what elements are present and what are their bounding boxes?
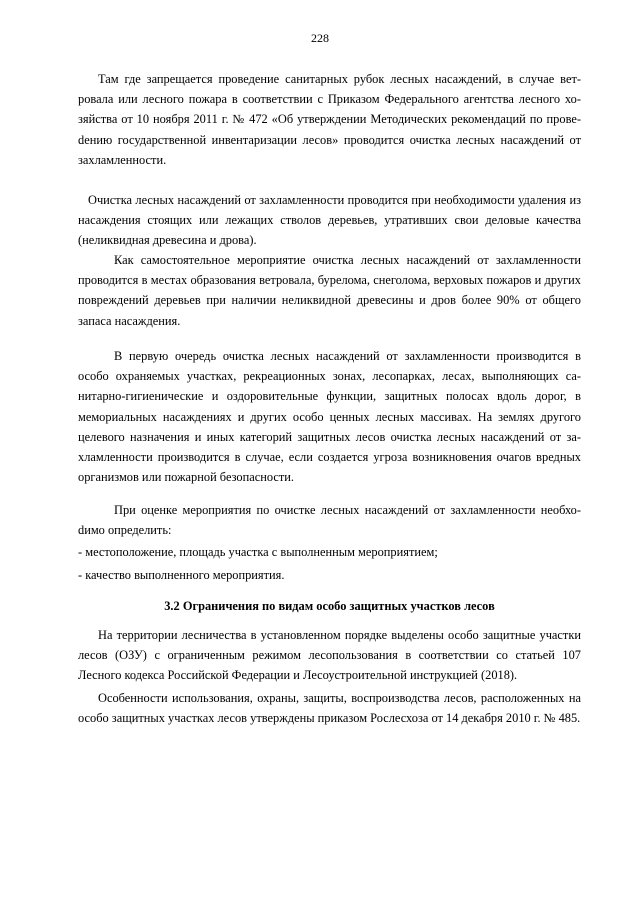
section-heading: 3.2 Ограничения по видам особо защитных участков лесов [164,599,495,613]
paragraph-3: Как самостоятельное мероприятие очистка лесных насаждений от захламленности проводится в местах образования ветровала, бурелома, снеголома, верховых пожаров и других повреждений деревьев при наличии неликвидной древесины и дров более 90% от общего запаса насаждения. [78,253,581,328]
paragraph-1: Там где запрещается проведение санитарных рубок лесных насаждений, в случае ветровала или лесного пожара в соответствии с Приказом Федерального агентства лесного хозяйства от 10 ноября 2011 г. № 472 «Об утверждении Методических рекомендаций по провеdению государственной инвентаризации лесов» проводится очистка лесных насаждений от захламленности. [78,72,581,167]
list-item-2: - качество выполненного мероприятия. [78,568,285,582]
section-paragraph-2: Особенности использования, охраны, защиты, воспроизводства лесов, расположенных на особо защитных участках лесов утверждены приказом Рослесхоза от 14 декабря 2010 г. № 485. [78,691,581,726]
paragraph-4: В первую очередь очистка лесных насаждений от захламленности производится в особо охраняемых участках, рекреационных зонах, лесопарках, лесах, выполняющих санитарно-гигиенические и оздоровительные функции, защитных полосах вдоль дорог, в мемориальных насаждениях и других особо ценных лесных массивах. На землях другого целевого назначения и иных категорий защитных лесов очистка лесных насаждений от захламленности производится в случае, если создается угроза возникновения очагов вредных организмов или пожарной безопасности. [78,349,581,485]
page-number: 228 [311,31,329,45]
paragraph-5: При оценке мероприятия по очистке лесных насаждений от захламленности необхоdимо определить: [78,503,581,538]
paragraph-2: Очистка лесных насаждений от захламленности проводится при необходимости удаления из насаждения стоящих или лежащих стволов деревьев, утративших свои деловые качества (неликвидная древесина и дрова). [78,193,581,248]
section-paragraph-1: На территории лесничества в установленном порядке выделены особо защитные участки лесов (ОЗУ) с ограниченным режимом лесопользования в соответствии со статьей 107 Лесного кодекса Российской Федерации и Лесоустроительной инструкцией (2018). [78,628,581,683]
list-item-1: - местоположение, площадь участка с выполненным мероприятием; [78,545,438,559]
